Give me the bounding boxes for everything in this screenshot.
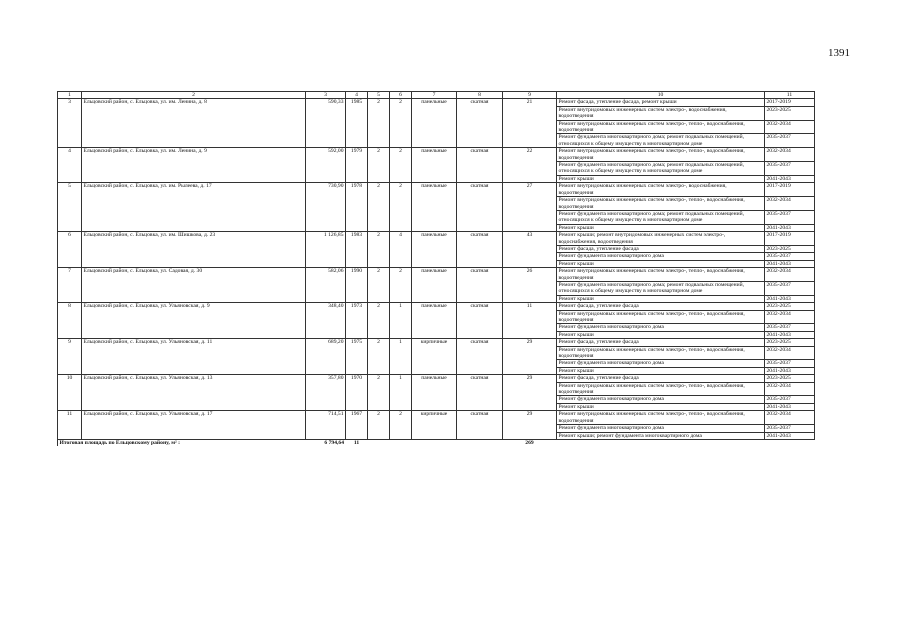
work-type-cell: Ремонт фундамента многоквартирного дома [557, 253, 765, 260]
roof-type-cell: скатная [457, 99, 503, 148]
residents-cell: 27 [503, 183, 557, 232]
column-number: 7 [412, 92, 457, 99]
row-number: 7 [58, 268, 82, 303]
entrances-cell: 1 [390, 303, 412, 339]
period-cell: 2023-2025 [765, 303, 815, 310]
column-number: 5 [368, 92, 390, 99]
address-cell: Ельцовский район, с. Ельцовка, ул. им. Рылеева, д. 17 [82, 183, 306, 232]
work-type-cell: Ремонт крыши; ремонт фундамента многоквартирного дома [557, 432, 765, 439]
work-type-cell: Ремонт внутридомовых инженерных систем электро-, тепло-, водоснабжения, водоотведения [557, 382, 765, 396]
wall-material-cell: панельные [412, 303, 457, 339]
wall-material-cell: панельные [412, 232, 457, 268]
period-cell: 2041-2043 [765, 175, 815, 182]
table-row [58, 232, 815, 246]
roof-type-cell: скатная [457, 183, 503, 232]
period-cell: 2017-2019 [765, 99, 815, 106]
area-cell: 714,51 [306, 411, 346, 440]
row-number: 4 [58, 148, 82, 183]
period-cell: 2023-2025 [765, 245, 815, 252]
work-type-cell: Ремонт фасада, утепление фасада [557, 375, 765, 382]
area-cell: 730,90 [306, 183, 346, 232]
work-type-cell: Ремонт крыши [557, 331, 765, 338]
work-type-cell: Ремонт фасада, утепление фасада [557, 303, 765, 310]
total-count: 11 [346, 439, 368, 446]
period-cell: 2032-2034 [765, 346, 815, 360]
row-number: 3 [58, 99, 82, 148]
total-spacer [368, 439, 503, 446]
period-cell: 2035-2037 [765, 324, 815, 331]
row-number: 11 [58, 411, 82, 440]
address-cell: Ельцовский район, с. Ельцовка, ул. им. Ленина, д. 9 [82, 148, 306, 183]
work-type-cell: Ремонт фасада, утепление фасада [557, 245, 765, 252]
work-type-cell: Ремонт фундамента многоквартирного дома; ремонт подвальных помещений, относящихся к общему имуществу в многоквартирном доме [557, 134, 765, 148]
period-cell: 2035-2037 [765, 281, 815, 295]
floors-cell: 2 [368, 183, 390, 232]
floors-cell: 2 [368, 268, 390, 303]
period-cell: 2035-2037 [765, 425, 815, 432]
column-number: 9 [503, 92, 557, 99]
period-cell: 2023-2025 [765, 339, 815, 346]
total-row [58, 439, 815, 446]
residents-cell: 43 [503, 232, 557, 268]
work-type-cell: Ремонт внутридомовых инженерных систем электро-, тепло-, водоснабжения, водоотведения [557, 411, 765, 425]
address-cell: Ельцовский район, с. Ельцовка, ул. им. Ленина, д. 8 [82, 99, 306, 148]
period-cell: 2032-2034 [765, 382, 815, 396]
year-cell: 1979 [346, 148, 368, 183]
table-row [58, 148, 815, 162]
year-cell: 1973 [346, 303, 368, 339]
work-type-cell: Ремонт фасада, утепление фасада [557, 339, 765, 346]
area-cell: 689,20 [306, 339, 346, 375]
column-number: 8 [457, 92, 503, 99]
period-cell: 2032-2034 [765, 197, 815, 211]
work-type-cell: Ремонт внутридомовых инженерных систем электро-, тепло-, водоснабжения, водоотведения [557, 310, 765, 324]
housing-repair-table [57, 91, 815, 446]
entrances-cell: 2 [390, 183, 412, 232]
area-cell: 1 126,85 [306, 232, 346, 268]
area-cell: 592,00 [306, 148, 346, 183]
period-cell: 2023-2025 [765, 106, 815, 120]
floors-cell: 2 [368, 339, 390, 375]
period-cell: 2035-2037 [765, 210, 815, 224]
table-row [58, 339, 815, 346]
total-spacer [557, 439, 815, 446]
work-type-cell: Ремонт внутридомовых инженерных систем электро-, тепло-, водоснабжения, водоотведения [557, 346, 765, 360]
year-cell: 1990 [346, 268, 368, 303]
floors-cell: 2 [368, 99, 390, 148]
wall-material-cell: панельные [412, 148, 457, 183]
address-cell: Ельцовский район, с. Ельцовка, ул. Ульяновская, д. 13 [82, 375, 306, 411]
roof-type-cell: скатная [457, 339, 503, 375]
work-type-cell: Ремонт внутридомовых инженерных систем электро-, тепло-, водоснабжения, водоотведения [557, 268, 765, 282]
row-number: 9 [58, 339, 82, 375]
table-row [58, 99, 815, 106]
entrances-cell: 4 [390, 232, 412, 268]
roof-type-cell: скатная [457, 268, 503, 303]
address-cell: Ельцовский район, с. Ельцовка, ул. им. Шишкова, д. 23 [82, 232, 306, 268]
roof-type-cell: скатная [457, 411, 503, 440]
year-cell: 1978 [346, 183, 368, 232]
total-area: 6 794,64 [306, 439, 346, 446]
area-cell: 582,06 [306, 268, 346, 303]
floors-cell: 2 [368, 375, 390, 411]
work-type-cell: Ремонт крыши [557, 367, 765, 374]
period-cell: 2041-2043 [765, 432, 815, 439]
entrances-cell: 1 [390, 339, 412, 375]
work-type-cell: Ремонт фундамента многоквартирного дома [557, 425, 765, 432]
row-number: 10 [58, 375, 82, 411]
period-cell: 2017-2019 [765, 232, 815, 246]
period-cell: 2032-2034 [765, 411, 815, 425]
period-cell: 2035-2037 [765, 253, 815, 260]
entrances-cell: 2 [390, 268, 412, 303]
work-type-cell: Ремонт крыши [557, 260, 765, 267]
roof-type-cell: скатная [457, 232, 503, 268]
roof-type-cell: скатная [457, 148, 503, 183]
wall-material-cell: кирпичные [412, 411, 457, 440]
residents-cell: 21 [503, 99, 557, 148]
work-type-cell: Ремонт внутридомовых инженерных систем электро-, водоснабжения, водоотведения [557, 106, 765, 120]
address-cell: Ельцовский район, с. Ельцовка, ул. Ульяновская, д. 17 [82, 411, 306, 440]
period-cell: 2032-2034 [765, 148, 815, 162]
area-cell: 357,80 [306, 375, 346, 411]
page-number: 1391 [828, 47, 850, 59]
wall-material-cell: панельные [412, 183, 457, 232]
floors-cell: 2 [368, 148, 390, 183]
period-cell: 2032-2034 [765, 310, 815, 324]
total-residents: 269 [503, 439, 557, 446]
work-type-cell: Ремонт внутридомовых инженерных систем электро-, тепло-, водоснабжения, водоотведения [557, 120, 765, 134]
work-type-cell: Ремонт фундамента многоквартирного дома [557, 396, 765, 403]
period-cell: 2017-2019 [765, 183, 815, 197]
work-type-cell: Ремонт фундамента многоквартирного дома [557, 360, 765, 367]
period-cell: 2041-2043 [765, 403, 815, 410]
column-number: 3 [306, 92, 346, 99]
table-row [58, 268, 815, 282]
period-cell: 2041-2043 [765, 367, 815, 374]
column-number-row [58, 92, 815, 99]
work-type-cell: Ремонт фасада, утепление фасада, ремонт крыши [557, 99, 765, 106]
work-type-cell: Ремонт фундамента многоквартирного дома; ремонт подвальных помещений, относящихся к общему имуществу в многоквартирном доме [557, 162, 765, 176]
wall-material-cell: кирпичные [412, 339, 457, 375]
work-type-cell: Ремонт внутридомовых инженерных систем электро-, тепло-, водоснабжения, водоотведения [557, 197, 765, 211]
column-number: 4 [346, 92, 368, 99]
work-type-cell: Ремонт фундамента многоквартирного дома [557, 324, 765, 331]
table-row [58, 183, 815, 197]
period-cell: 2035-2037 [765, 396, 815, 403]
row-number: 8 [58, 303, 82, 339]
floors-cell: 2 [368, 411, 390, 440]
work-type-cell: Ремонт крыши [557, 403, 765, 410]
year-cell: 1975 [346, 339, 368, 375]
wall-material-cell: панельные [412, 375, 457, 411]
residents-cell: 11 [503, 303, 557, 339]
period-cell: 2041-2043 [765, 331, 815, 338]
area-cell: 348,40 [306, 303, 346, 339]
period-cell: 2035-2037 [765, 360, 815, 367]
entrances-cell: 1 [390, 375, 412, 411]
year-cell: 1983 [346, 232, 368, 268]
residents-cell: 22 [503, 148, 557, 183]
period-cell: 2035-2037 [765, 162, 815, 176]
year-cell: 1985 [346, 99, 368, 148]
area-cell: 590,33 [306, 99, 346, 148]
table-row [58, 411, 815, 425]
roof-type-cell: скатная [457, 303, 503, 339]
period-cell: 2032-2034 [765, 120, 815, 134]
entrances-cell: 2 [390, 99, 412, 148]
column-number: 10 [557, 92, 765, 99]
residents-cell: 29 [503, 411, 557, 440]
residents-cell: 29 [503, 375, 557, 411]
floors-cell: 2 [368, 303, 390, 339]
column-number: 11 [765, 92, 815, 99]
period-cell: 2035-2037 [765, 134, 815, 148]
column-number: 6 [390, 92, 412, 99]
work-type-cell: Ремонт крыши [557, 224, 765, 231]
work-type-cell: Ремонт крыши [557, 295, 765, 302]
period-cell: 2041-2043 [765, 295, 815, 302]
row-number: 5 [58, 183, 82, 232]
entrances-cell: 2 [390, 411, 412, 440]
table-row [58, 375, 815, 382]
work-type-cell: Ремонт фундамента многоквартирного дома; ремонт подвальных помещений, относящихся к общему имуществу в многоквартирном доме [557, 281, 765, 295]
address-cell: Ельцовский район, с. Ельцовка, ул. Ульяновская, д. 11 [82, 339, 306, 375]
work-type-cell: Ремонт внутридомовых инженерных систем электро-, водоснабжения, водоотведения [557, 183, 765, 197]
work-type-cell: Ремонт внутридомовых инженерных систем электро-, тепло-, водоснабжения, водоотведения [557, 148, 765, 162]
year-cell: 1967 [346, 411, 368, 440]
residents-cell: 29 [503, 339, 557, 375]
column-number: 2 [82, 92, 306, 99]
period-cell: 2041-2043 [765, 260, 815, 267]
period-cell: 2032-2034 [765, 268, 815, 282]
work-type-cell: Ремонт крыши; ремонт внутридомовых инженерных систем электро-, водоснабжения, водоотведения [557, 232, 765, 246]
period-cell: 2023-2025 [765, 375, 815, 382]
work-type-cell: Ремонт фундамента многоквартирного дома; ремонт подвальных помещений, относящихся к общему имуществу в многоквартирном доме [557, 210, 765, 224]
roof-type-cell: скатная [457, 375, 503, 411]
total-label: Итоговая площадь по Ельцовскому району, м² : [58, 439, 306, 446]
row-number: 6 [58, 232, 82, 268]
work-type-cell: Ремонт крыши [557, 175, 765, 182]
address-cell: Ельцовский район, с. Ельцовка, ул. Ульяновская, д. 9 [82, 303, 306, 339]
table-row [58, 303, 815, 310]
period-cell: 2041-2043 [765, 224, 815, 231]
entrances-cell: 2 [390, 148, 412, 183]
residents-cell: 26 [503, 268, 557, 303]
wall-material-cell: панельные [412, 99, 457, 148]
address-cell: Ельцовский район, с. Ельцовка, ул. Садовая, д. 30 [82, 268, 306, 303]
wall-material-cell: панельные [412, 268, 457, 303]
column-number: 1 [58, 92, 82, 99]
year-cell: 1970 [346, 375, 368, 411]
floors-cell: 2 [368, 232, 390, 268]
